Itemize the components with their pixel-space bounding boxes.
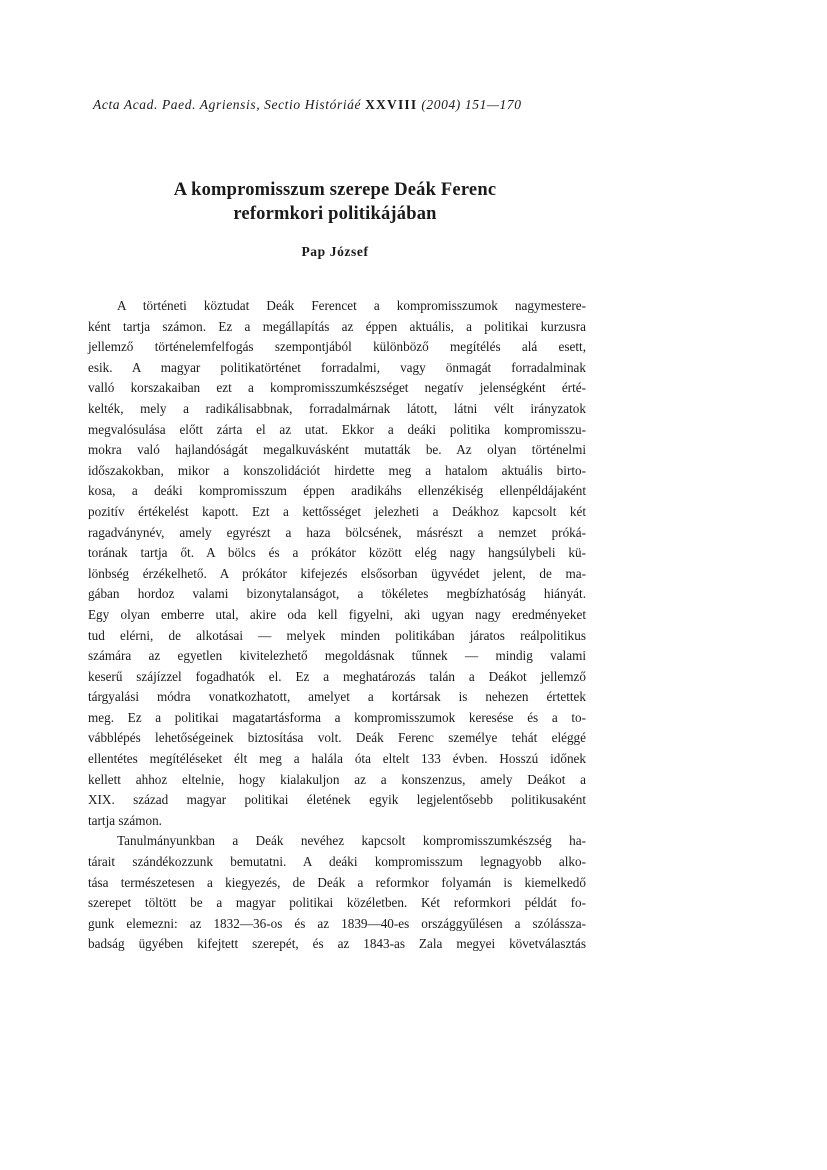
text-line: időszakokban, mikor a konszolidációt hirdette meg a hatalom aktuális birto- — [88, 462, 586, 478]
text-line: gában hordoz valami bizonytalanságot, a tökéletes megbízhatóság hiányát. — [88, 586, 586, 602]
text-line: tárait szándékozzunk bemutatni. A deáki kompromisszum legnagyobb alko- — [88, 854, 586, 870]
paragraph-1 — [88, 296, 586, 831]
text-line: kelték, mely a radikálisabbnak, forradalmárnak látott, látni vélt irányzatok — [88, 400, 586, 416]
text-line: Tanulmányunkban a Deák nevéhez kapcsolt kompromisszumkészség ha- — [117, 833, 586, 849]
text-line: lönbség érzékelhető. A prókátor kifejezés elsősorban ügyvédet jelent, de ma- — [88, 565, 586, 581]
text-line: torának tartja őt. A bölcs és a prókátor között elég nagy hangsúlybeli kü- — [88, 545, 586, 561]
text-line: megvalósulása előtt zárta el az utat. Ekkor a deáki politika kompromisszu- — [88, 421, 586, 437]
text-line: gunk elemezni: az 1832—36-os és az 1839—40-es országgyűlésen a szólássza- — [88, 915, 586, 931]
text-line: tartja számon. — [88, 812, 162, 828]
text-line: szerepet töltött be a magyar politikai közéletben. Két reformkori példát fo- — [88, 895, 586, 911]
running-head — [93, 97, 613, 113]
text-line: ragadványnév, amely egyrészt a haza bölcsének, másrészt a nemzet próká- — [88, 524, 586, 540]
text-line: ellentétes megítéléseket élt meg a halála óta eltelt 133 évben. Hosszú időnek — [88, 751, 586, 767]
text-line: Egy olyan emberre utal, akire oda kell figyelni, aki ugyan nagy eredményeket — [88, 606, 586, 622]
text-line: XIX. század magyar politikai életének egyik legjelentősebb politikusaként — [88, 792, 586, 808]
journal-pages: (2004) 151—170 — [421, 97, 522, 112]
paragraph-2 — [88, 831, 586, 955]
text-line: számára az egyetlen kivitelezhető megoldásnak tűnnek — mindig valami — [88, 648, 586, 664]
text-line: tud elérni, de alkotásai — melyek minden politikában járatos reálpolitikus — [88, 627, 586, 643]
text-line: keserű szájízzel fogadhatók el. Ez a meghatározás talán a Deákot jellemző — [88, 668, 586, 684]
text-line: meg. Ez a politikai magatartásforma a kompromisszumok keresése és a to- — [88, 709, 586, 725]
text-line: tárgyalási módra vonatkozhatott, amelyet a kortársak is nehezen értettek — [88, 689, 586, 705]
text-line: kellett ahhoz eltelnie, hogy kialakuljon az a konszenzus, amely Deákot a — [88, 771, 586, 787]
text-line: pozitív értékelést kapott. Ezt a kettősséget jelezheti a Deákhoz kapcsolt két — [88, 503, 586, 519]
text-line: mokra való hajlandóságát megalkuvásként mutatták be. Az olyan történelmi — [88, 442, 586, 458]
article-body — [88, 296, 586, 955]
text-line: vábblépés lehetőségeinek biztosítása volt. Deák Ferenc személye tehát eléggé — [88, 730, 586, 746]
text-line: tása természetesen a kiegyezés, de Deák a reformkor folyamán is kiemelkedő — [88, 874, 586, 890]
text-line: esik. A magyar politikatörténet forradalmi, vagy önmagát forradalminak — [88, 359, 586, 375]
text-line: valló korszakaiban ezt a kompromisszumkészséget negatív jelenségként érté- — [88, 380, 586, 396]
text-line: kosa, a deáki kompromisszum éppen aradikáhs ellenzékiség ellenpéldájaként — [88, 483, 586, 499]
text-line: badság ügyében kifejtett szerepét, és az 1843-as Zala megyei követválasztás — [88, 936, 586, 952]
journal-name: Acta Acad. Paed. Agriensis, Sectio Históriáé — [93, 97, 362, 112]
article-title — [80, 178, 590, 226]
text-line: ként tartja számon. Ez a megállapítás az éppen aktuális, a politikai kurzusra — [88, 318, 586, 334]
text-line: jellemző történelemfelfogás szempontjából különböző megítélés alá esett, — [88, 339, 586, 355]
article-title-line-1: A kompromisszum szerepe Deák Ferenc — [173, 180, 497, 200]
journal-volume: XXVIII — [365, 97, 418, 112]
article-author: Pap József — [301, 244, 369, 259]
text-line: A történeti köztudat Deák Ferencet a kompromisszumok nagymestere- — [117, 298, 586, 313]
article-title-line-2: reformkori politikájában — [233, 204, 437, 224]
